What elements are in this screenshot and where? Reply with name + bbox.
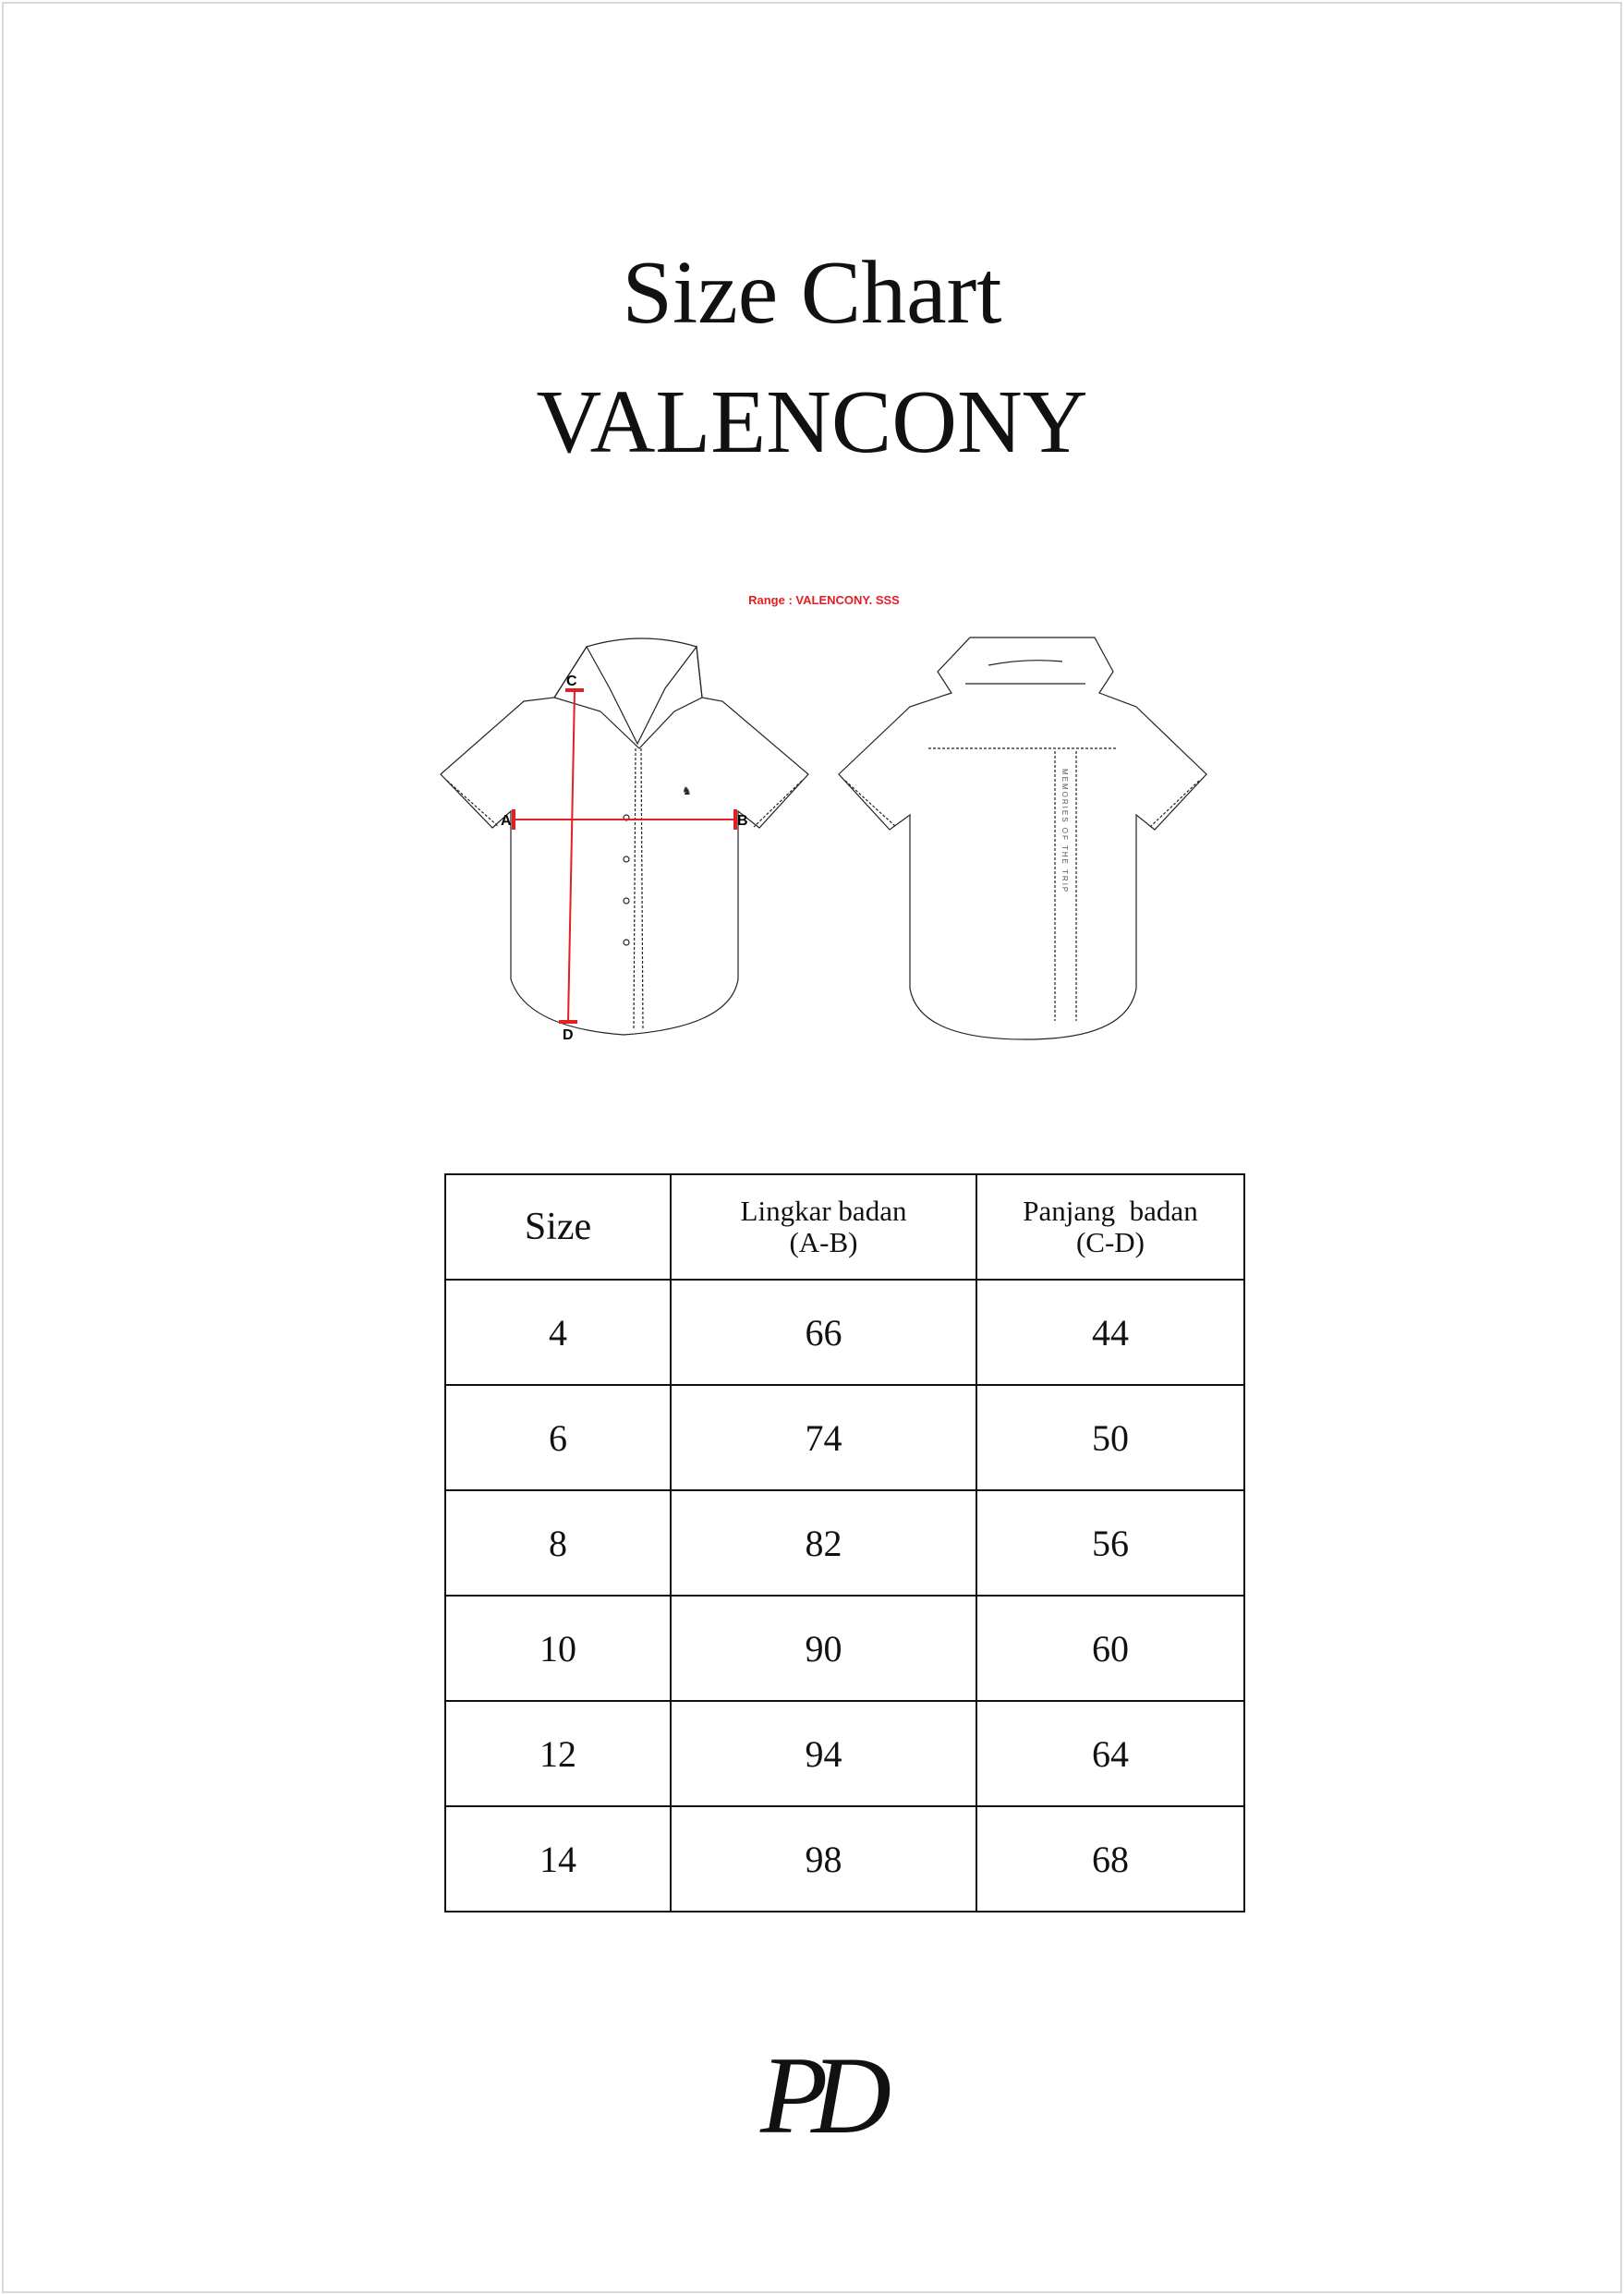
cell-length: 56 — [976, 1490, 1244, 1596]
brand-logo — [739, 2023, 896, 2162]
shirt-front-illustration — [441, 638, 808, 1035]
header-length — [976, 1174, 1244, 1280]
header-chest-label: Lingkar badan — [740, 1194, 907, 1227]
header-length-label: Panjang badan — [1023, 1194, 1198, 1227]
cell-length: 68 — [976, 1806, 1244, 1912]
table-row — [445, 1385, 1244, 1490]
cell-size: 10 — [445, 1596, 671, 1701]
cell-length: 44 — [976, 1280, 1244, 1385]
cell-size: 12 — [445, 1701, 671, 1806]
cell-size: 4 — [445, 1280, 671, 1385]
cell-size: 8 — [445, 1490, 671, 1596]
shirt-back-illustration — [839, 638, 1206, 1039]
header-chest — [671, 1174, 976, 1280]
table-header-row — [445, 1174, 1244, 1280]
table-row — [445, 1280, 1244, 1385]
page-border — [2, 2, 1622, 2293]
header-size: Size — [445, 1174, 671, 1280]
point-b-label: B — [737, 813, 748, 829]
point-c-label: C — [566, 674, 577, 689]
logo-emblem-icon: ♞ — [682, 784, 692, 797]
header-length-sub: (C-D) — [1075, 1226, 1145, 1258]
cell-size: 6 — [445, 1385, 671, 1490]
size-table — [444, 1173, 1245, 1912]
point-d-label: D — [563, 1027, 574, 1043]
cell-chest: 82 — [671, 1490, 976, 1596]
page-title: Size Chart — [622, 243, 1002, 343]
cell-chest: 98 — [671, 1806, 976, 1912]
cell-length: 64 — [976, 1701, 1244, 1806]
cell-chest: 94 — [671, 1701, 976, 1806]
range-label: Range : VALENCONY. SSS — [748, 593, 900, 607]
cell-length: 60 — [976, 1596, 1244, 1701]
product-name: VALENCONY — [536, 372, 1088, 472]
cell-size: 14 — [445, 1806, 671, 1912]
cell-chest: 90 — [671, 1596, 976, 1701]
cell-chest: 66 — [671, 1280, 976, 1385]
cell-length: 50 — [976, 1385, 1244, 1490]
table-row — [445, 1806, 1244, 1912]
table-row — [445, 1701, 1244, 1806]
table-row — [445, 1596, 1244, 1701]
cell-chest: 74 — [671, 1385, 976, 1490]
header-chest-sub: (A-B) — [789, 1226, 858, 1258]
brand-logo-text: PD — [760, 2034, 875, 2156]
back-print-text: MEMORIES OF THE TRIP — [1060, 769, 1069, 894]
point-a-label: A — [501, 813, 512, 829]
table-row — [445, 1490, 1244, 1596]
shirt-measurement-diagram — [425, 573, 1238, 1062]
